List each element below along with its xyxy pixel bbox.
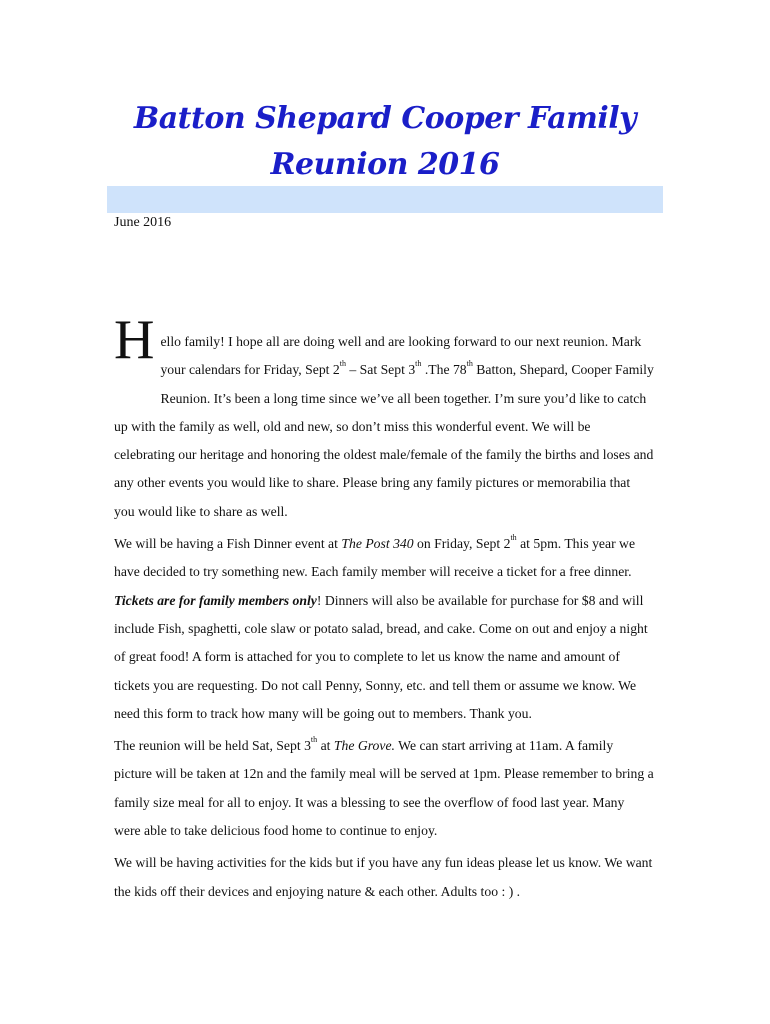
letter-body [114, 310, 654, 906]
paragraph-fish-dinner: We will be having a Fish Dinner event at The Post 340 on Friday, Sept 2th at 5pm. This year we have decided to try something new. Each family member will receive a ticket for a free dinner. Tickets are for family members only! Dinners will also be available for purchase for $8 and will include Fish, spaghetti, cole slaw or potato salad, bread, and cake. Come on out and enjoy a night of great food! A form is attached for you to complete to let us know the name and amount of tickets you are requesting. Do not call Penny, Sonny, etc. and tell them or assume we know. We need this form to track how many will be going out to members. Thank you. [114, 532, 648, 721]
title-line-1: Batton Shepard Cooper Family [133, 101, 637, 136]
paragraph-text: ello family! I hope all are doing well and are looking forward to our next reunion. Mark your calendars for Friday, Sept 2th – Sat Sept 3th .The 78th Batton, Shepard, Cooper Family Reunion. It’s been a long time since we’ve all been together. I’m sure you’d like to catch up with the family as well, old and new, so don’t miss this wonderful event. We will be celebrating our heritage and honoring the oldest male/female of the family the births and loses and any other events you would like to share. Please bring any family pictures or memorabilia that you would like to share as well. [114, 334, 654, 519]
venue-the-grove: The Grove. [333, 738, 395, 754]
tickets-notice: Tickets are for family members only [114, 592, 317, 608]
paragraph-activities: We will be having activities for the kids but if you have any fun ideas please let us know. We want the kids off their devices and enjoying nature & each other. Adults too : ) . [114, 855, 653, 899]
drop-cap: H [114, 309, 155, 371]
letter-date: June 2016 [114, 215, 172, 230]
venue-post-340: The Post 340 [341, 536, 414, 552]
document-title [100, 96, 670, 188]
header-band [107, 186, 663, 213]
title-line-2: Reunion 2016 [270, 147, 500, 182]
paragraph-reunion-details: The reunion will be held Sat, Sept 3th at The Grove. We can start arriving at 11am. A family picture will be taken at 12n and the family meal will be served at 1pm. Please remember to bring a family size meal for all to enjoy. It was a blessing to see the overflow of food last year. Many were able to take delicious food home to continue to enjoy. [114, 734, 654, 839]
paragraph-greeting [114, 309, 654, 519]
